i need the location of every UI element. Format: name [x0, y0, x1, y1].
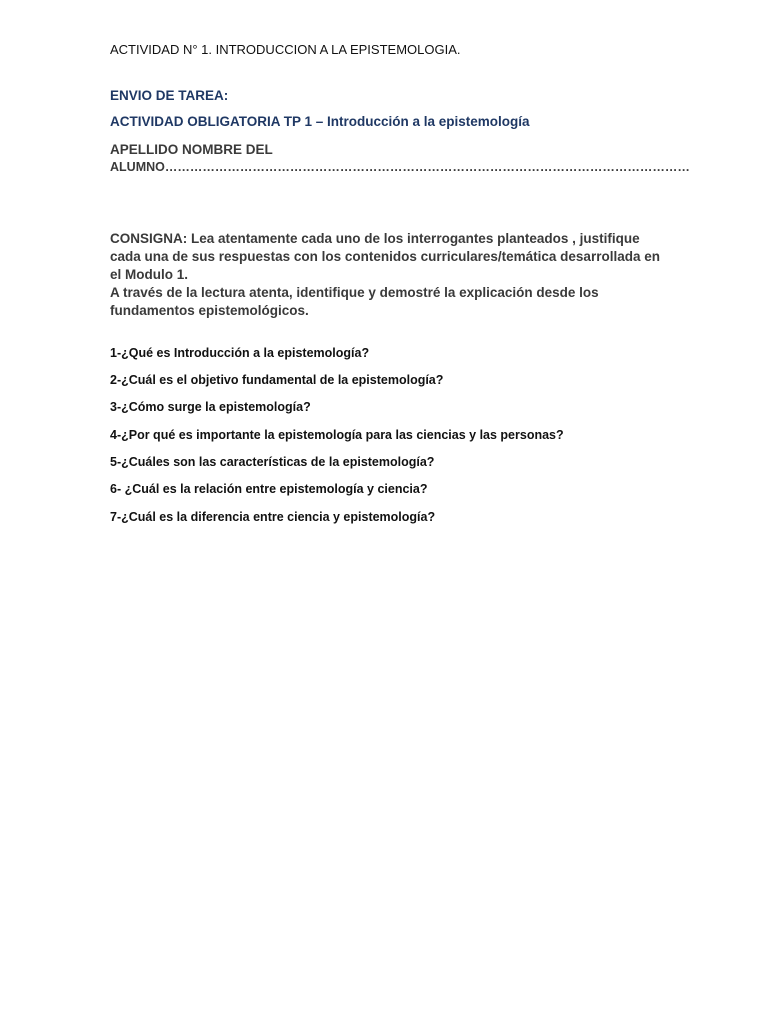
- question-3: 3-¿Cómo surge la epistemología?: [110, 400, 311, 414]
- envio-label: ENVIO DE TAREA:: [110, 88, 229, 103]
- question-6: 6- ¿Cuál es la relación entre epistemología y ciencia?: [110, 482, 428, 496]
- actividad-label: ACTIVIDAD OBLIGATORIA TP 1 – Introducción a la epistemología: [110, 114, 530, 129]
- consigna-paragraph-1: CONSIGNA: Lea atentamente cada uno de los interrogantes planteados , justifique cada una de sus respuestas con los contenidos curriculares/temática desarrollada en el Modulo 1.: [110, 231, 660, 282]
- apellido-line-1: APELLIDO NOMBRE DEL: [110, 142, 273, 157]
- consigna-block: [110, 230, 670, 320]
- consigna-paragraph-2: A través de la lectura atenta, identifique y demostré la explicación desde los fundamentos epistemológicos.: [110, 285, 599, 318]
- apellido-line-2: ALUMNO………………………………………………………………………………………………………………: [110, 160, 690, 174]
- question-7: 7-¿Cuál es la diferencia entre ciencia y epistemología?: [110, 510, 436, 524]
- document-title: ACTIVIDAD N° 1. INTRODUCCION A LA EPISTEMOLOGIA.: [110, 42, 461, 57]
- question-5: 5-¿Cuáles son las características de la epistemología?: [110, 455, 435, 469]
- question-1: 1-¿Qué es Introducción a la epistemología?: [110, 346, 370, 360]
- question-4: 4-¿Por qué es importante la epistemología para las ciencias y las personas?: [110, 428, 564, 442]
- question-2: 2-¿Cuál es el objetivo fundamental de la epistemología?: [110, 373, 444, 387]
